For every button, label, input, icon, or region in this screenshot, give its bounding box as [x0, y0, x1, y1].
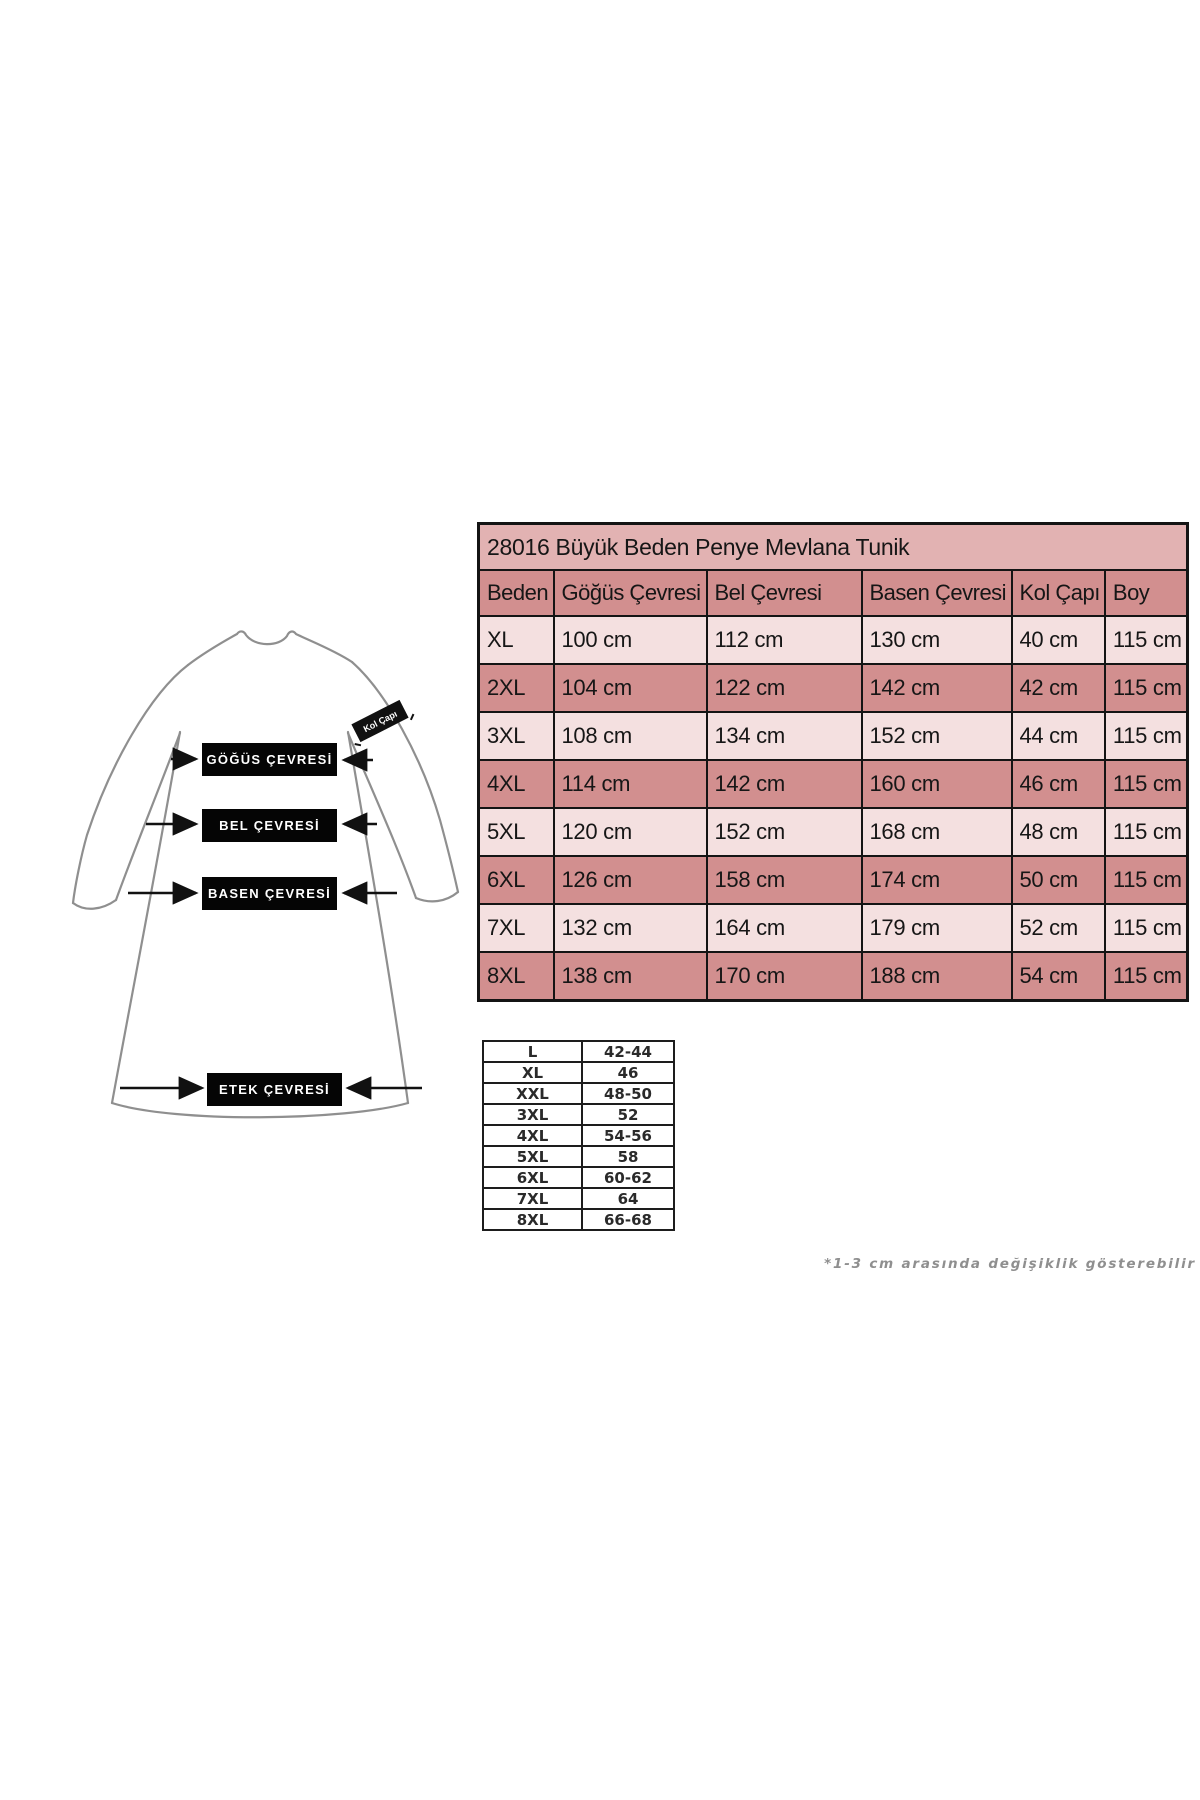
conversion-size: 6XL — [483, 1167, 582, 1188]
size-cell: XL — [479, 616, 554, 664]
size-cell: 164 cm — [707, 904, 862, 952]
sleeve-tag-label: Kol Çapı — [361, 708, 399, 735]
measurement-label-basen: BASEN ÇEVRESİ — [202, 877, 337, 910]
size-cell: 115 cm — [1105, 904, 1188, 952]
conversion-value: 58 — [582, 1146, 674, 1167]
size-cell: 130 cm — [862, 616, 1012, 664]
conversion-value: 52 — [582, 1104, 674, 1125]
size-cell: 132 cm — [554, 904, 707, 952]
conversion-size: 5XL — [483, 1146, 582, 1167]
conversion-size: XL — [483, 1062, 582, 1083]
table-header-row — [479, 570, 1188, 616]
measurement-label-bel: BEL ÇEVRESİ — [202, 809, 337, 842]
size-table-title: 28016 Büyük Beden Penye Mevlana Tunik — [479, 524, 1188, 571]
column-header-beden: Beden — [479, 570, 554, 616]
size-cell: 126 cm — [554, 856, 707, 904]
conversion-value: 64 — [582, 1188, 674, 1209]
conversion-size: 7XL — [483, 1188, 582, 1209]
size-cell: 6XL — [479, 856, 554, 904]
table-row — [483, 1062, 674, 1083]
size-cell: 122 cm — [707, 664, 862, 712]
table-row — [479, 712, 1188, 760]
column-header-boy: Boy — [1105, 570, 1188, 616]
table-row — [483, 1146, 674, 1167]
size-cell: 50 cm — [1012, 856, 1105, 904]
size-cell: 4XL — [479, 760, 554, 808]
table-row — [479, 808, 1188, 856]
size-cell: 112 cm — [707, 616, 862, 664]
conversion-value: 54-56 — [582, 1125, 674, 1146]
column-header-kol: Kol Çapı — [1012, 570, 1105, 616]
conversion-value: 48-50 — [582, 1083, 674, 1104]
size-cell: 2XL — [479, 664, 554, 712]
size-cell: 52 cm — [1012, 904, 1105, 952]
column-header-bel: Bel Çevresi — [707, 570, 862, 616]
table-row — [479, 856, 1188, 904]
conversion-size: 3XL — [483, 1104, 582, 1125]
size-cell: 142 cm — [862, 664, 1012, 712]
table-row — [479, 664, 1188, 712]
size-cell: 54 cm — [1012, 952, 1105, 1001]
size-cell: 8XL — [479, 952, 554, 1001]
sleeve-tag — [346, 697, 415, 747]
size-cell: 115 cm — [1105, 856, 1188, 904]
table-row — [483, 1209, 674, 1230]
table-row — [483, 1041, 674, 1062]
size-cell: 104 cm — [554, 664, 707, 712]
size-cell: 7XL — [479, 904, 554, 952]
size-cell: 138 cm — [554, 952, 707, 1001]
size-cell: 115 cm — [1105, 712, 1188, 760]
conversion-size: L — [483, 1041, 582, 1062]
table-row — [483, 1104, 674, 1125]
size-cell: 108 cm — [554, 712, 707, 760]
column-header-gogus: Göğüs Çevresi — [554, 570, 707, 616]
size-cell: 174 cm — [862, 856, 1012, 904]
table-row — [483, 1167, 674, 1188]
size-cell: 179 cm — [862, 904, 1012, 952]
size-cell: 42 cm — [1012, 664, 1105, 712]
size-cell: 115 cm — [1105, 760, 1188, 808]
table-row — [483, 1125, 674, 1146]
conversion-size: 4XL — [483, 1125, 582, 1146]
size-cell: 152 cm — [862, 712, 1012, 760]
conversion-size: XXL — [483, 1083, 582, 1104]
measurement-label-etek: ETEK ÇEVRESİ — [207, 1073, 342, 1106]
table-title-row — [479, 524, 1188, 571]
main-size-table — [477, 522, 1189, 1002]
size-cell: 46 cm — [1012, 760, 1105, 808]
size-cell: 3XL — [479, 712, 554, 760]
size-cell: 152 cm — [707, 808, 862, 856]
size-cell: 40 cm — [1012, 616, 1105, 664]
size-cell: 115 cm — [1105, 664, 1188, 712]
table-row — [479, 952, 1188, 1001]
conversion-value: 66-68 — [582, 1209, 674, 1230]
tolerance-footnote: *1-3 cm arasında değişiklik gösterebilir — [824, 1256, 1196, 1272]
column-header-basen: Basen Çevresi — [862, 570, 1012, 616]
size-cell: 114 cm — [554, 760, 707, 808]
table-row — [483, 1083, 674, 1104]
size-cell: 120 cm — [554, 808, 707, 856]
size-cell: 48 cm — [1012, 808, 1105, 856]
conversion-value: 46 — [582, 1062, 674, 1083]
table-row — [483, 1188, 674, 1209]
size-cell: 5XL — [479, 808, 554, 856]
measurement-label-gogus: GÖĞÜS ÇEVRESİ — [202, 743, 337, 776]
size-cell: 134 cm — [707, 712, 862, 760]
size-cell: 188 cm — [862, 952, 1012, 1001]
size-cell: 115 cm — [1105, 808, 1188, 856]
size-cell: 158 cm — [707, 856, 862, 904]
conversion-size: 8XL — [483, 1209, 582, 1230]
size-cell: 115 cm — [1105, 952, 1188, 1001]
size-cell: 142 cm — [707, 760, 862, 808]
size-cell: 168 cm — [862, 808, 1012, 856]
conversion-value: 42-44 — [582, 1041, 674, 1062]
table-row — [479, 904, 1188, 952]
size-cell: 160 cm — [862, 760, 1012, 808]
size-cell: 44 cm — [1012, 712, 1105, 760]
size-cell: 170 cm — [707, 952, 862, 1001]
conversion-value: 60-62 — [582, 1167, 674, 1188]
table-row — [479, 760, 1188, 808]
size-cell: 115 cm — [1105, 616, 1188, 664]
table-row — [479, 616, 1188, 664]
size-conversion-table — [482, 1040, 675, 1231]
size-cell: 100 cm — [554, 616, 707, 664]
